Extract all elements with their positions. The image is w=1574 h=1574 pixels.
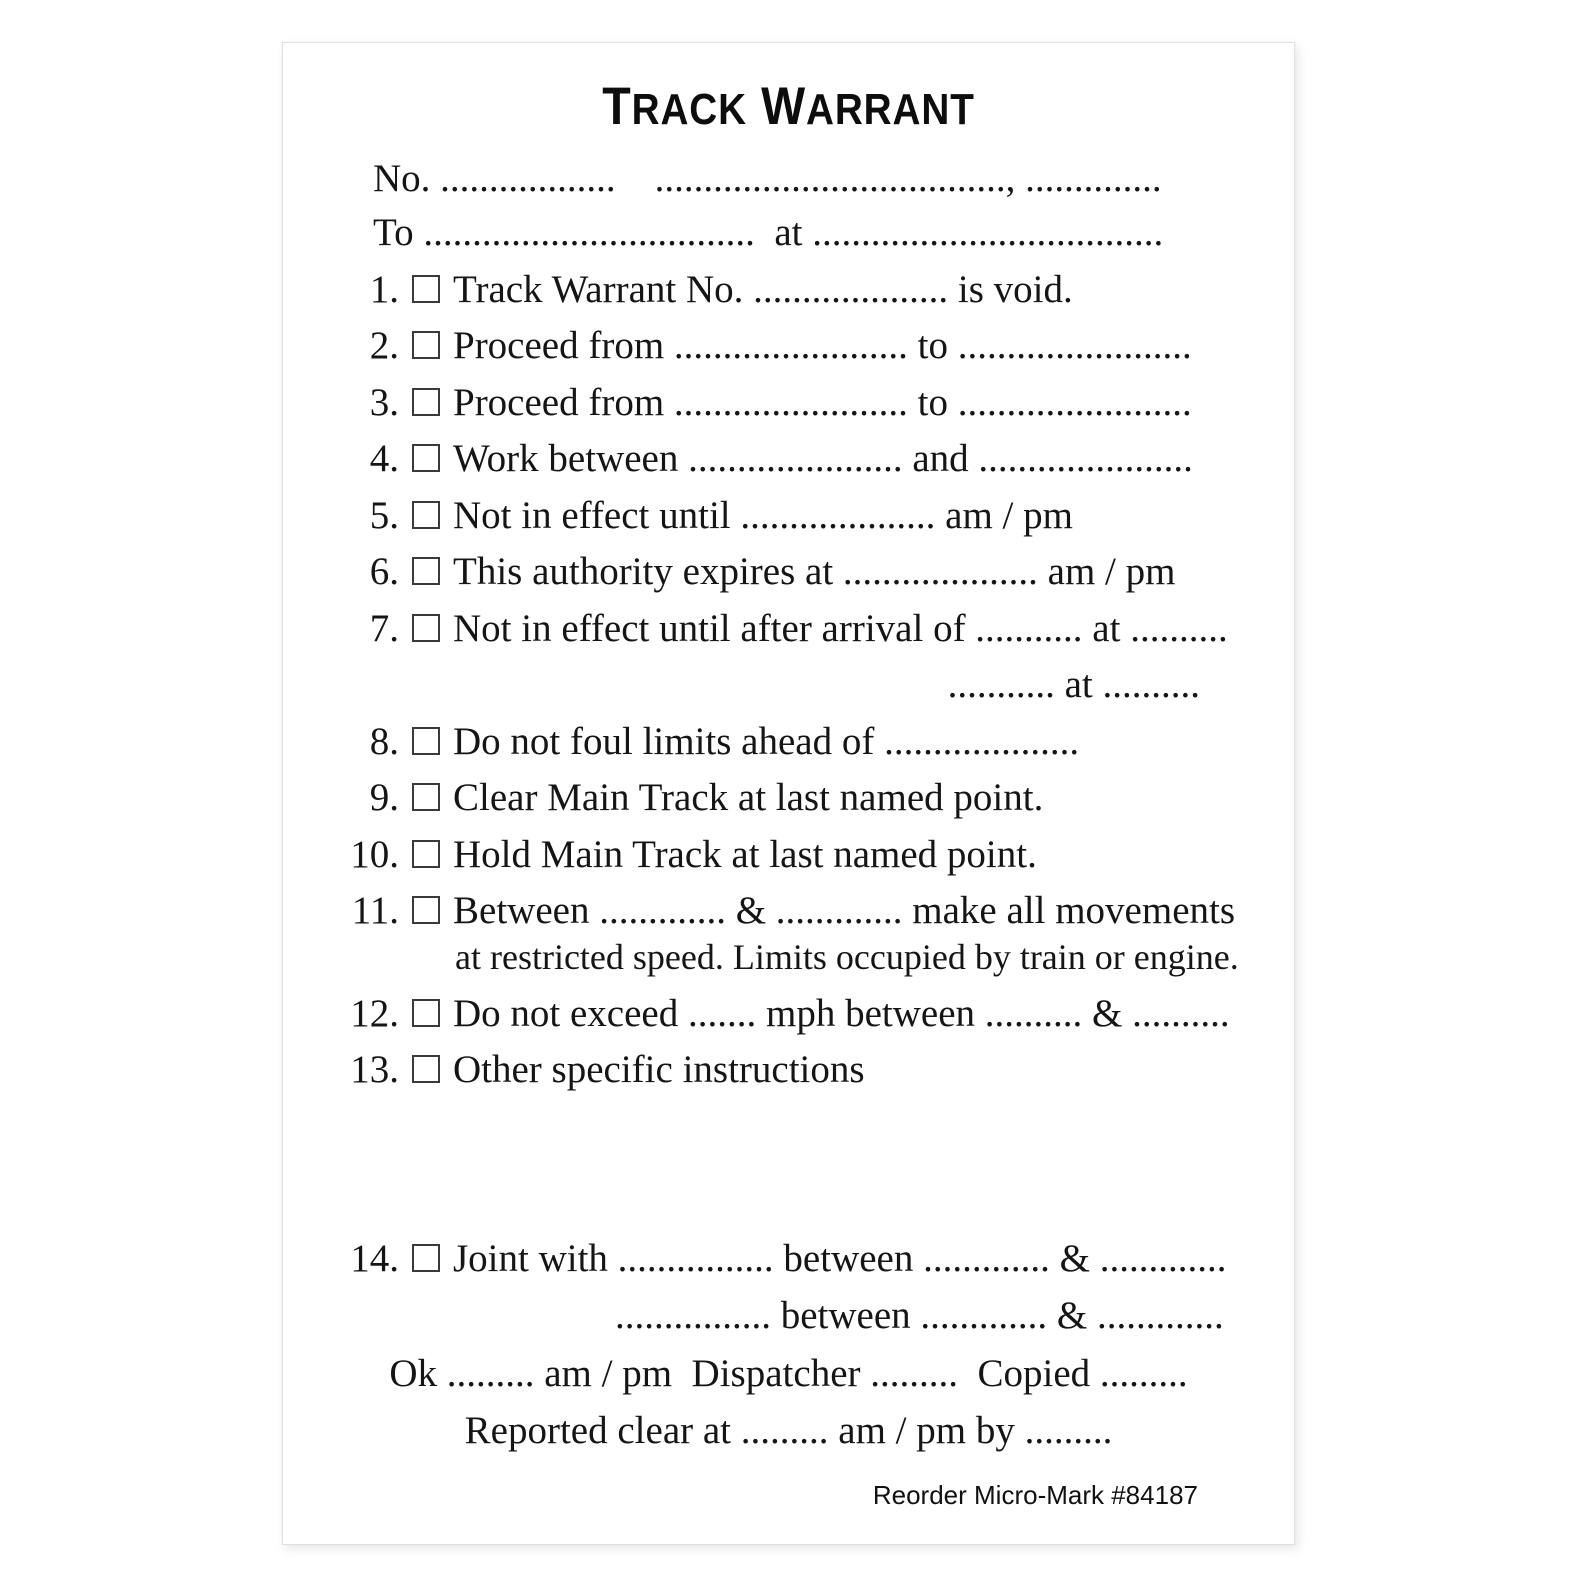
item-13-number: 13.	[350, 1048, 399, 1091]
item-2-text: Proceed from ........................ to ........................	[453, 324, 1192, 367]
item-1	[339, 267, 1073, 314]
item-12-text: Do not exceed ....... mph between .......... & ..........	[453, 992, 1230, 1035]
item-14	[339, 1236, 1226, 1283]
item-14-text: Joint with ................ between ............. & .............	[453, 1237, 1227, 1280]
item-13-text: Other specific instructions	[453, 1048, 865, 1091]
item-12-number: 12.	[350, 992, 399, 1035]
item-4-text: Work between ...................... and ......................	[453, 437, 1193, 480]
item-10-text: Hold Main Track at last named point.	[453, 833, 1037, 876]
item-6-checkbox[interactable]	[412, 557, 440, 585]
item-4	[339, 436, 1193, 483]
item-11-text: Between ............. & ............. make all movements	[453, 889, 1236, 932]
item-9-checkbox[interactable]	[412, 783, 440, 811]
item-3-checkbox[interactable]	[412, 388, 440, 416]
item-7-checkbox[interactable]	[412, 614, 440, 642]
item-9-number: 9.	[369, 776, 399, 819]
item-6	[339, 549, 1175, 596]
item-14-checkbox[interactable]	[412, 1244, 440, 1272]
item-8	[339, 719, 1079, 766]
to-at-line: To .................................. at ....................................	[373, 211, 1164, 254]
item-7-text: Not in effect until after arrival of ........... at ..........	[453, 607, 1228, 650]
item-14-number: 14.	[350, 1237, 399, 1280]
item-5-checkbox[interactable]	[412, 501, 440, 529]
item-8-text: Do not foul limits ahead of ....................	[453, 720, 1080, 763]
item-11-checkbox[interactable]	[412, 896, 440, 924]
item-7	[339, 606, 1228, 653]
item-4-checkbox[interactable]	[412, 444, 440, 472]
item-5-number: 5.	[369, 494, 399, 537]
warrant-number-line: No. .................. ...................................., ..............	[373, 157, 1162, 200]
title-word1-rest: RACK	[631, 85, 748, 134]
item-2-checkbox[interactable]	[412, 331, 440, 359]
item-11-continuation: at restricted speed. Limits occupied by train or engine.	[455, 937, 1239, 977]
item-3	[339, 380, 1192, 427]
item-8-checkbox[interactable]	[412, 727, 440, 755]
item-9-text: Clear Main Track at last named point.	[453, 776, 1044, 819]
track-warrant-form	[282, 42, 1295, 1545]
item-11-number: 11.	[351, 889, 399, 932]
item-6-number: 6.	[369, 550, 399, 593]
item-13	[339, 1047, 865, 1094]
item-5	[339, 493, 1073, 540]
reorder-note: Reorder Micro-Mark #84187	[872, 1480, 1198, 1510]
reported-clear-line: Reported clear at ......... am / pm by .........	[464, 1409, 1113, 1452]
title-word2-rest: ARRANT	[805, 85, 975, 134]
title-word2-initial: W	[761, 77, 806, 136]
item-12	[339, 991, 1230, 1038]
item-3-text: Proceed from ........................ to ........................	[453, 381, 1192, 424]
item-10-number: 10.	[350, 833, 399, 876]
item-2-number: 2.	[369, 324, 399, 367]
item-2	[339, 323, 1192, 370]
item-1-number: 1.	[369, 268, 399, 311]
item-6-text: This authority expires at .................... am / pm	[453, 550, 1176, 593]
item-3-number: 3.	[369, 381, 399, 424]
item-14-continuation: ................ between ............. & .............	[615, 1294, 1224, 1337]
item-10	[339, 832, 1037, 879]
item-10-checkbox[interactable]	[412, 840, 440, 868]
item-1-checkbox[interactable]	[412, 275, 440, 303]
item-12-checkbox[interactable]	[412, 999, 440, 1027]
item-4-number: 4.	[369, 437, 399, 480]
item-5-text: Not in effect until .................... am / pm	[453, 494, 1073, 537]
item-1-text: Track Warrant No. .................... is void.	[453, 268, 1073, 311]
item-7-number: 7.	[369, 607, 399, 650]
item-11	[339, 888, 1235, 935]
title-word1-initial: T	[602, 77, 632, 136]
item-8-number: 8.	[369, 720, 399, 763]
ok-dispatcher-copied-line: Ok ......... am / pm Dispatcher ......... Copied .........	[389, 1352, 1188, 1395]
form-title	[344, 75, 1234, 139]
item-9	[339, 775, 1043, 822]
item-13-checkbox[interactable]	[412, 1055, 440, 1083]
item-7-continuation: ........... at ..........	[947, 663, 1200, 706]
